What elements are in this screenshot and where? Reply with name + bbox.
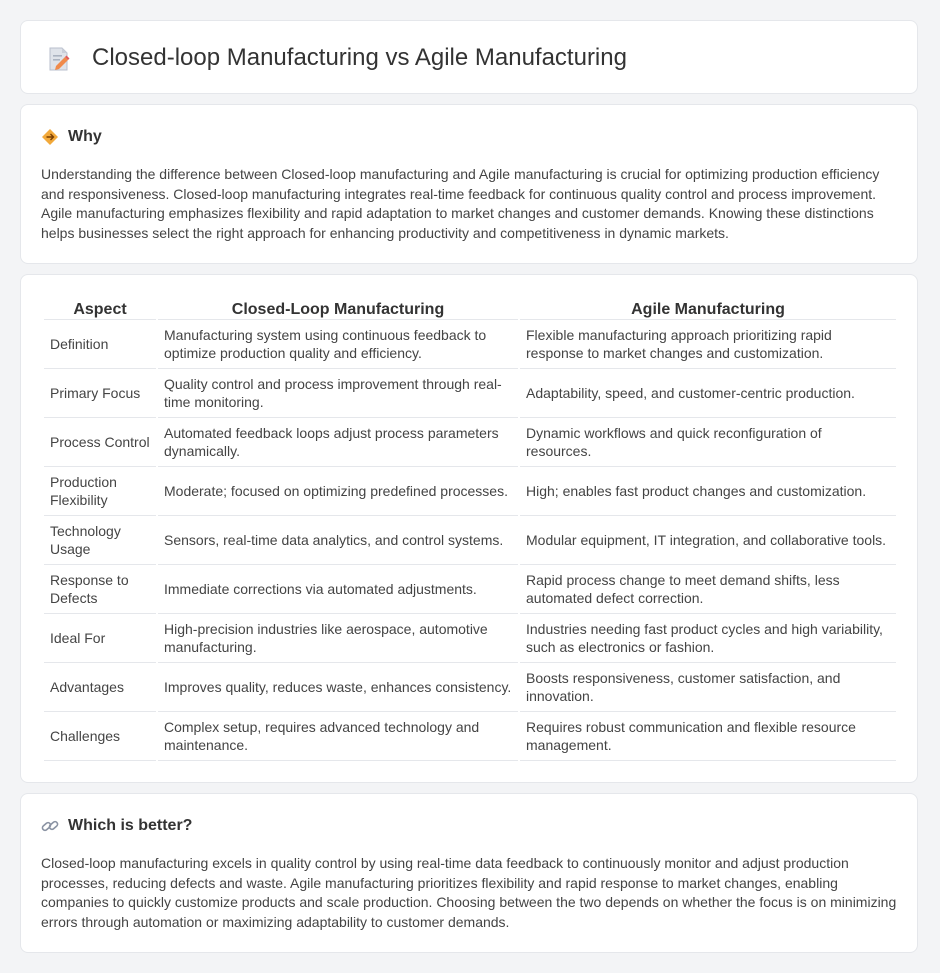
agile-cell: Industries needing fast product cycles and high variability, such as electronics or fashion. <box>520 614 896 663</box>
table-header-row <box>44 295 896 320</box>
link-icon <box>41 818 59 834</box>
closed-loop-cell: Improves quality, reduces waste, enhances consistency. <box>158 663 518 712</box>
header-aspect: Aspect <box>44 295 156 320</box>
comparison-table <box>42 295 898 761</box>
agile-cell: Adaptability, speed, and customer-centric production. <box>520 369 896 418</box>
closed-loop-cell: High-precision industries like aerospace, automotive manufacturing. <box>158 614 518 663</box>
table-row <box>44 418 896 467</box>
why-title: Why <box>68 128 102 145</box>
table-row <box>44 467 896 516</box>
aspect-cell: Challenges <box>44 712 156 761</box>
agile-cell: Flexible manufacturing approach prioritizing rapid response to market changes and customization. <box>520 320 896 369</box>
closed-loop-cell: Sensors, real-time data analytics, and control systems. <box>158 516 518 565</box>
table-row <box>44 320 896 369</box>
table-row <box>44 663 896 712</box>
closed-loop-cell: Quality control and process improvement through real-time monitoring. <box>158 369 518 418</box>
table-row <box>44 369 896 418</box>
aspect-cell: Process Control <box>44 418 156 467</box>
better-text: Closed-loop manufacturing excels in quality control by using real-time data feedback to continuously monitor and adjust production processes, reducing defects and waste. Agile manufacturing prioritizes flexibility and rapid response to market changes, enabling companies to quickly customize products and scale production. Choosing between the two depends on whether the focus is on minimizing errors through automation or maximizing adaptability to customer demands. <box>41 855 897 930</box>
header-agile: Agile Manufacturing <box>520 295 896 320</box>
aspect-cell: Production Flexibility <box>44 467 156 516</box>
header-closed-loop: Closed-Loop Manufacturing <box>158 295 518 320</box>
header-card <box>20 20 918 94</box>
aspect-cell: Advantages <box>44 663 156 712</box>
agile-cell: Boosts responsiveness, customer satisfaction, and innovation. <box>520 663 896 712</box>
comparison-card <box>20 274 918 783</box>
table-row <box>44 516 896 565</box>
aspect-cell: Primary Focus <box>44 369 156 418</box>
agile-cell: High; enables fast product changes and customization. <box>520 467 896 516</box>
document-pencil-icon <box>47 46 71 72</box>
agile-cell: Dynamic workflows and quick reconfiguration of resources. <box>520 418 896 467</box>
aspect-cell: Ideal For <box>44 614 156 663</box>
better-title: Which is better? <box>68 817 193 834</box>
which-is-better-section <box>20 793 918 953</box>
table-row <box>44 614 896 663</box>
aspect-cell: Definition <box>44 320 156 369</box>
why-section <box>20 104 918 264</box>
why-text: Understanding the difference between Closed-loop manufacturing and Agile manufacturing is crucial for optimizing production efficiency and responsiveness. Closed-loop manufacturing integrates real-time feedback for continuous quality control and process improvement. Agile manufacturing emphasizes flexibility and rapid adaptation to market changes and customer demands. Knowing these distinctions helps businesses select the right approach for enhancing productivity and competitiveness in dynamic markets. <box>41 166 880 241</box>
diamond-arrows-icon <box>41 129 59 145</box>
closed-loop-cell: Immediate corrections via automated adjustments. <box>158 565 518 614</box>
table-row <box>44 712 896 761</box>
agile-cell: Requires robust communication and flexible resource management. <box>520 712 896 761</box>
closed-loop-cell: Moderate; focused on optimizing predefined processes. <box>158 467 518 516</box>
closed-loop-cell: Complex setup, requires advanced technology and maintenance. <box>158 712 518 761</box>
aspect-cell: Response to Defects <box>44 565 156 614</box>
table-row <box>44 565 896 614</box>
aspect-cell: Technology Usage <box>44 516 156 565</box>
closed-loop-cell: Automated feedback loops adjust process parameters dynamically. <box>158 418 518 467</box>
agile-cell: Rapid process change to meet demand shifts, less automated defect correction. <box>520 565 896 614</box>
agile-cell: Modular equipment, IT integration, and collaborative tools. <box>520 516 896 565</box>
page-title: Closed-loop Manufacturing vs Agile Manufacturing <box>92 44 627 71</box>
closed-loop-cell: Manufacturing system using continuous feedback to optimize production quality and efficiency. <box>158 320 518 369</box>
